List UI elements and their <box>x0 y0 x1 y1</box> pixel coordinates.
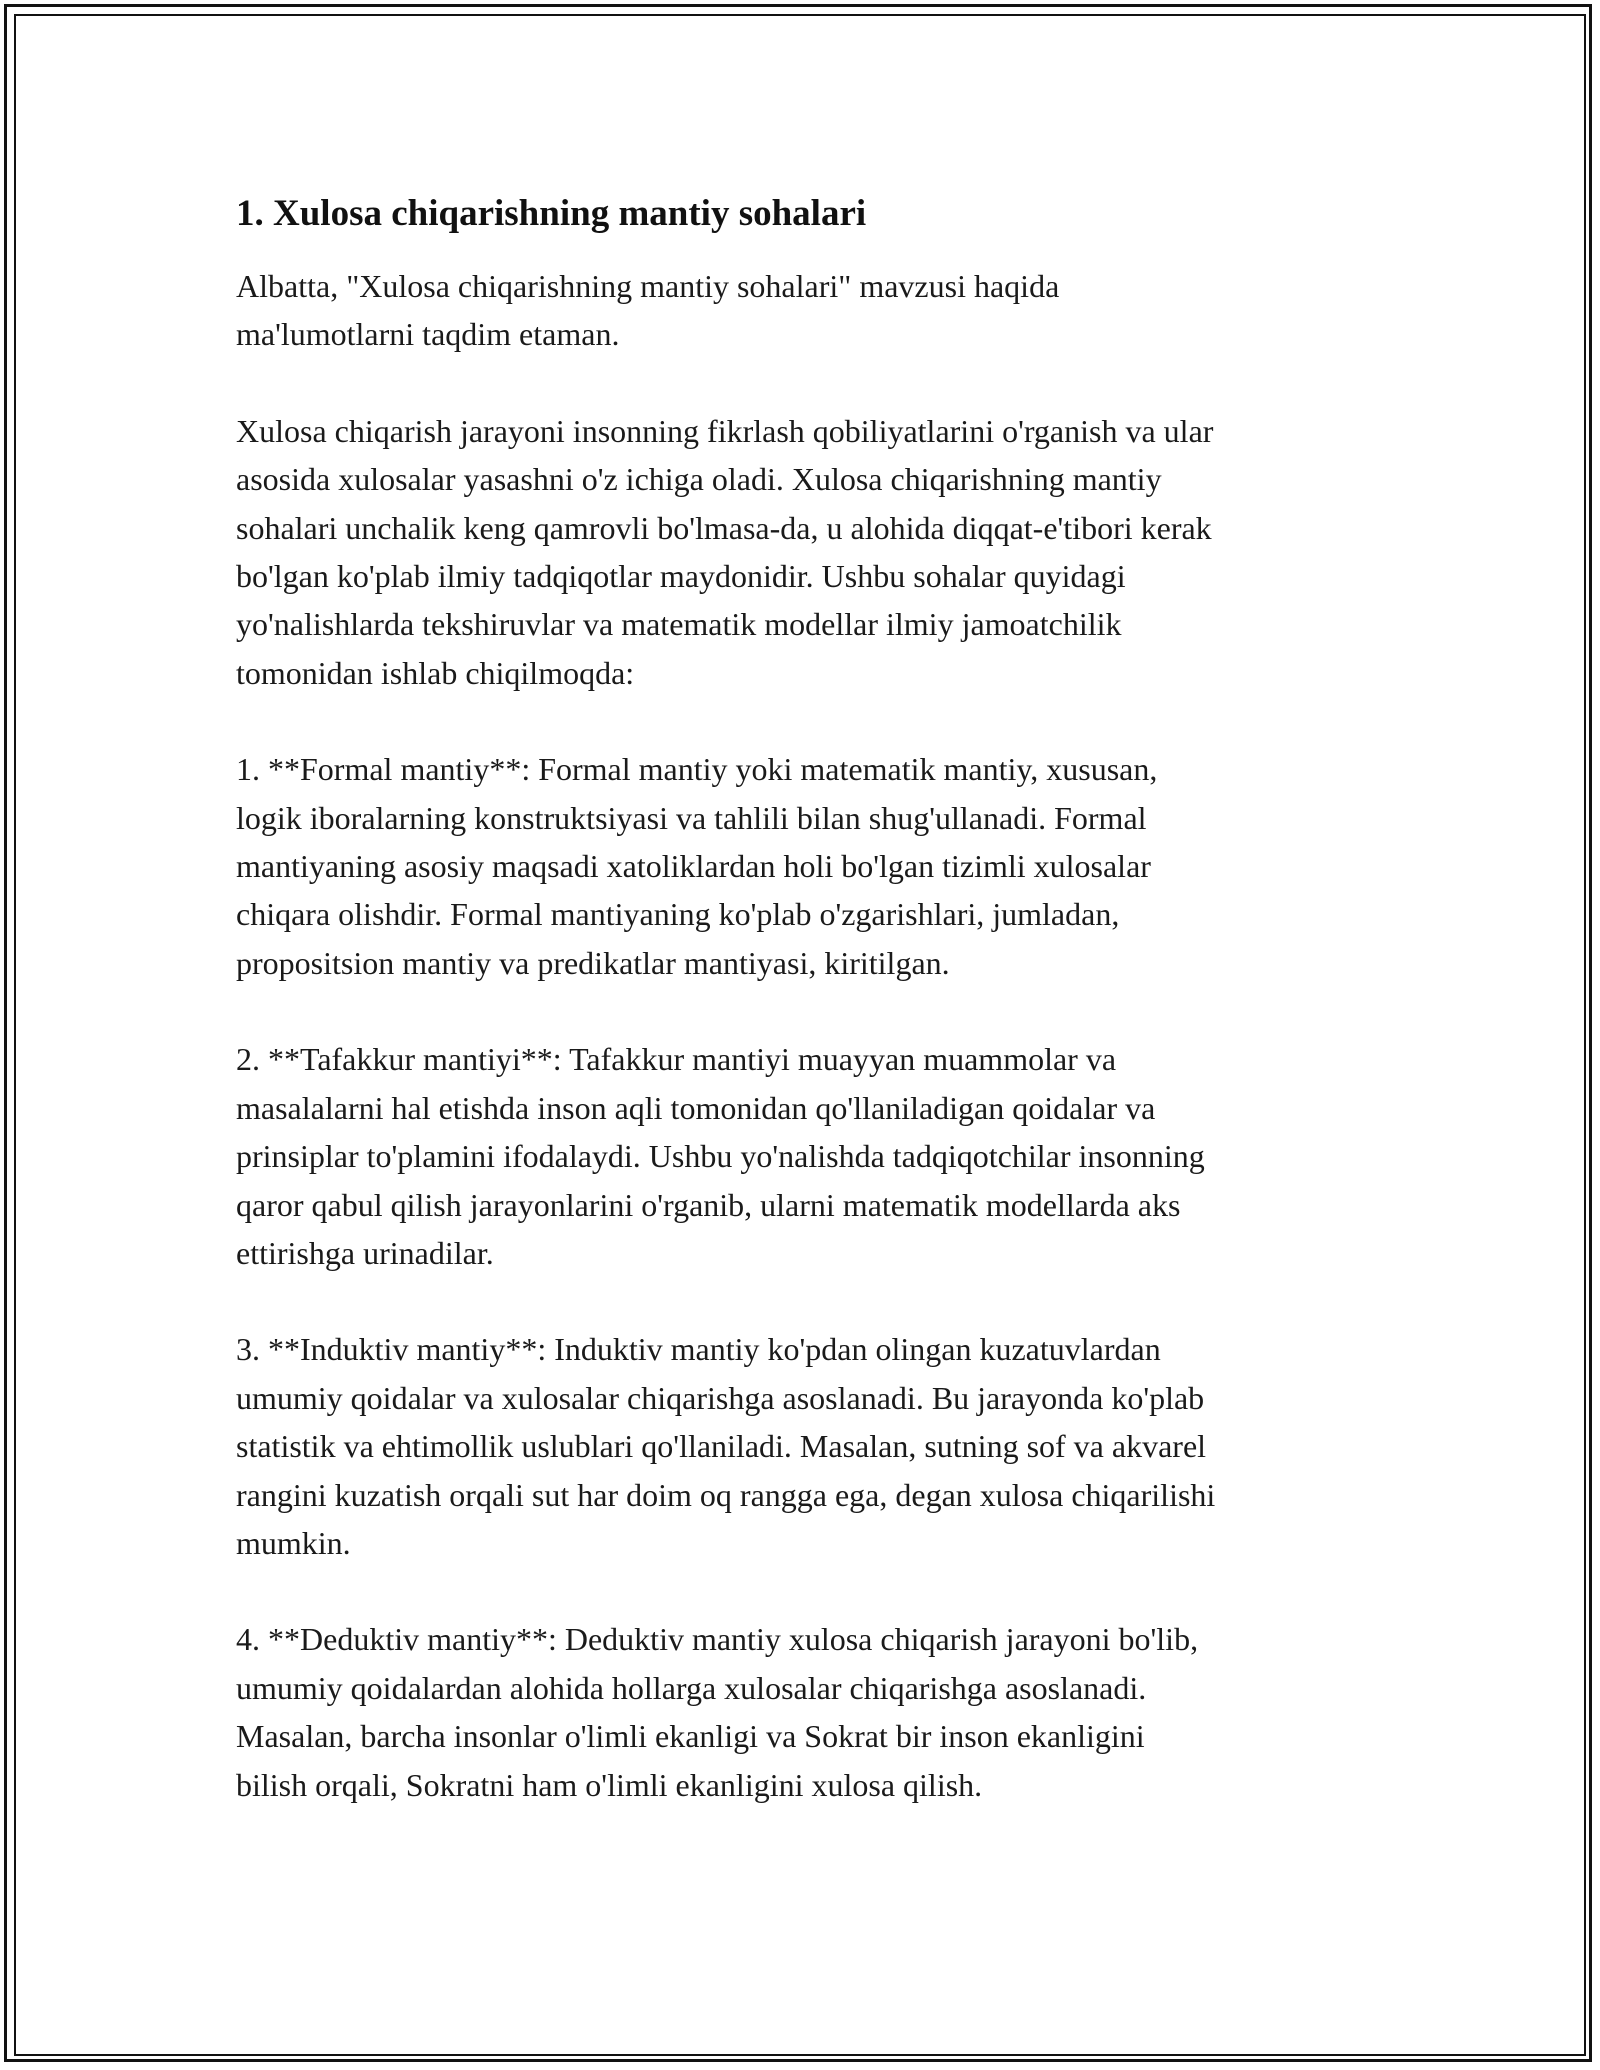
page-title: 1. Xulosa chiqarishning mantiy sohalari <box>236 193 867 234</box>
paragraph-line: bo'lgan ko'plab ilmiy tadqiqotlar maydonidir. Ushbu sohalar quyidagi <box>236 558 1126 595</box>
paragraph <box>236 1035 1366 1277</box>
paragraph <box>236 407 1366 697</box>
paragraph-line: ma'lumotlarni taqdim etaman. <box>236 316 620 353</box>
paragraph-line: Masalan, barcha insonlar o'limli ekanligi va Sokrat bir inson ekanligini <box>236 1718 1145 1755</box>
paragraph-line: chiqara olishdir. Formal mantiyaning ko'plab o'zgarishlari, jumladan, <box>236 896 1120 933</box>
paragraph-line: logik iboralarning konstruktsiyasi va tahlili bilan shug'ullanadi. Formal <box>236 799 1147 836</box>
paragraph-line: tomonidan ishlab chiqilmoqda: <box>236 654 635 691</box>
paragraph-line: 1. **Formal mantiy**: Formal mantiy yoki matematik mantiy, xususan, <box>236 751 1158 788</box>
paragraph <box>236 1615 1366 1809</box>
paragraph-line: prinsiplar to'plamini ifodalaydi. Ushbu yo'nalishda tadqiqotchilar insonning <box>236 1138 1205 1175</box>
paragraph-line: masalalarni hal etishda inson aqli tomonidan qo'llaniladigan qoidalar va <box>236 1089 1156 1126</box>
paragraph-line: 4. **Deduktiv mantiy**: Deduktiv mantiy xulosa chiqarish jarayoni bo'lib, <box>236 1621 1199 1658</box>
paragraph <box>236 745 1366 987</box>
paragraph-line: qaror qabul qilish jarayonlarini o'rganib, ularni matematik modellarda aks <box>236 1186 1181 1223</box>
paragraph-line: Xulosa chiqarish jarayoni insonning fikrlash qobiliyatlarini o'rganish va ular <box>236 412 1214 449</box>
paragraph-line: propositsion mantiy va predikatlar mantiyasi, kiritilgan. <box>236 944 950 981</box>
paragraph-line: bilish orqali, Sokratni ham o'limli ekanligini xulosa qilish. <box>236 1766 983 1803</box>
paragraph-line: umumiy qoidalardan alohida hollarga xulosalar chiqarishga asoslanadi. <box>236 1669 1147 1706</box>
document-body <box>236 186 1366 1857</box>
paragraph-line: mantiyaning asosiy maqsadi xatoliklardan holi bo'lgan tizimli xulosalar <box>236 848 1151 885</box>
paragraph-line: asosida xulosalar yasashni o'z ichiga oladi. Xulosa chiqarishning mantiy <box>236 461 1162 498</box>
paragraph-line: rangini kuzatish orqali sut har doim oq rangga ega, degan xulosa chiqarilishi <box>236 1476 1216 1513</box>
paragraph-line: Albatta, "Xulosa chiqarishning mantiy sohalari" mavzusi haqida <box>236 268 1060 304</box>
paragraph <box>236 1325 1366 1567</box>
paragraph-line: sohalari unchalik keng qamrovli bo'lmasa-da, u alohida diqqat-e'tibori kerak <box>236 509 1212 546</box>
paragraph <box>236 262 1366 359</box>
paragraph-line: 2. **Tafakkur mantiyi**: Tafakkur mantiyi muayyan muammolar va <box>236 1041 1117 1078</box>
paragraph-list <box>236 262 1366 1809</box>
paragraph-line: ettirishga urinadilar. <box>236 1234 494 1271</box>
paragraph-line: mumkin. <box>236 1524 351 1561</box>
paragraph-line: umumiy qoidalar va xulosalar chiqarishga asoslanadi. Bu jarayonda ko'plab <box>236 1379 1205 1416</box>
paragraph-line: yo'nalishlarda tekshiruvlar va matematik modellar ilmiy jamoatchilik <box>236 606 1122 643</box>
paragraph-line: 3. **Induktiv mantiy**: Induktiv mantiy ko'pdan olingan kuzatuvlardan <box>236 1331 1161 1368</box>
paragraph-line: statistik va ehtimollik uslublari qo'llaniladi. Masalan, sutning sof va akvarel <box>236 1428 1207 1465</box>
